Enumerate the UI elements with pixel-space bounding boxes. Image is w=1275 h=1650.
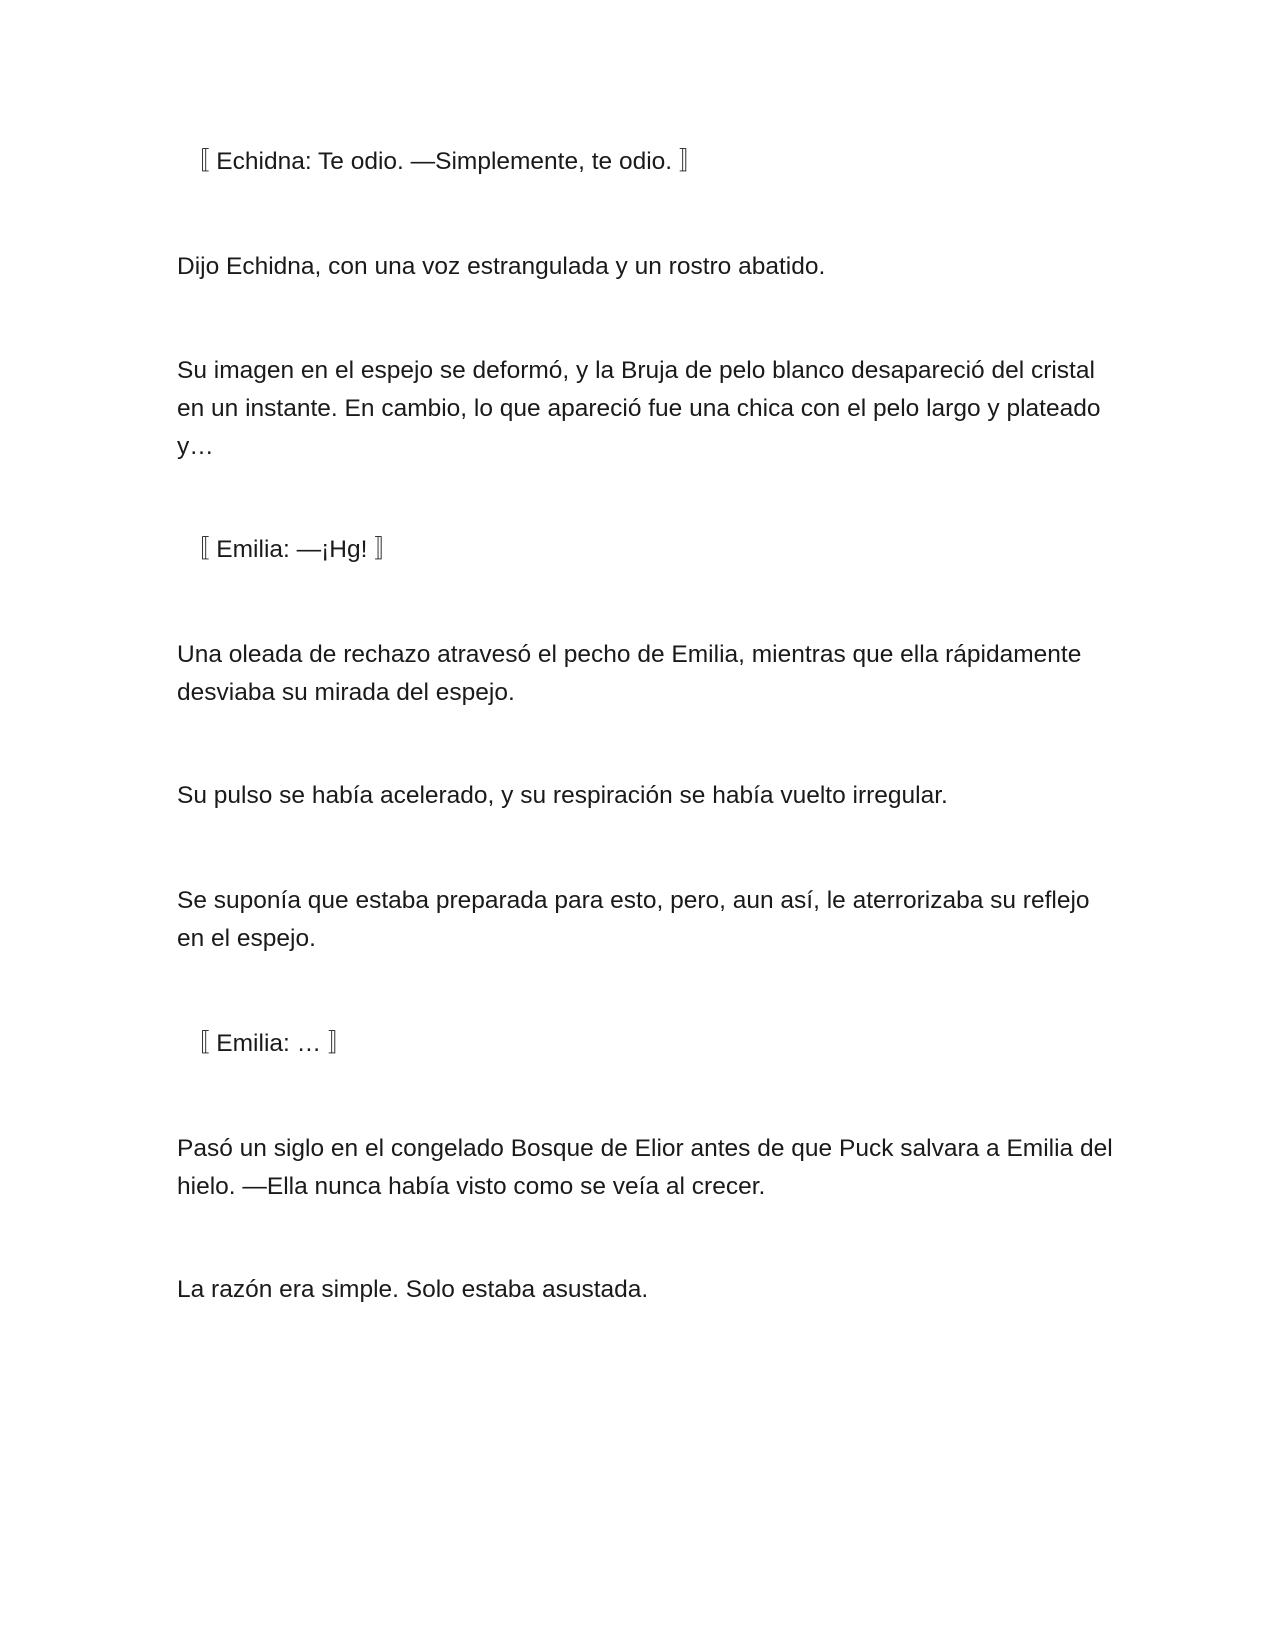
paragraph: Pasó un siglo en el congelado Bosque de Elior antes de que Puck salvara a Emilia del hielo. —Ella nunca había visto como se veía al crecer. [177,1135,1113,1200]
paragraph: La razón era simple. Solo estaba asustada. [177,1276,649,1303]
paragraph: Una oleada de rechazo atravesó el pecho de Emilia, mientras que ella rápidamente desviaba su mirada del espejo. [177,641,1082,706]
paragraph: Su imagen en el espejo se deformó, y la Bruja de pelo blanco desapareció del cristal en un instante. En cambio, lo que apareció fue una chica con el pelo largo y plateado y… [177,357,1101,460]
dialogue-line: 〚 Emilia: —¡Hg! 〛 [185,536,399,563]
dialogue-line: 〚 Echidna: Te odio. —Simplemente, te odio. 〛 [185,148,704,175]
paragraph: Dijo Echidna, con una voz estrangulada y un rostro abatido. [177,253,826,280]
paragraph: Su pulso se había acelerado, y su respiración se había vuelto irregular. [177,782,948,809]
paragraph: Se suponía que estaba preparada para esto, pero, aun así, le aterrorizaba su reflejo en el espejo. [177,887,1090,952]
dialogue-line: 〚 Emilia: … 〛 [185,1030,353,1057]
